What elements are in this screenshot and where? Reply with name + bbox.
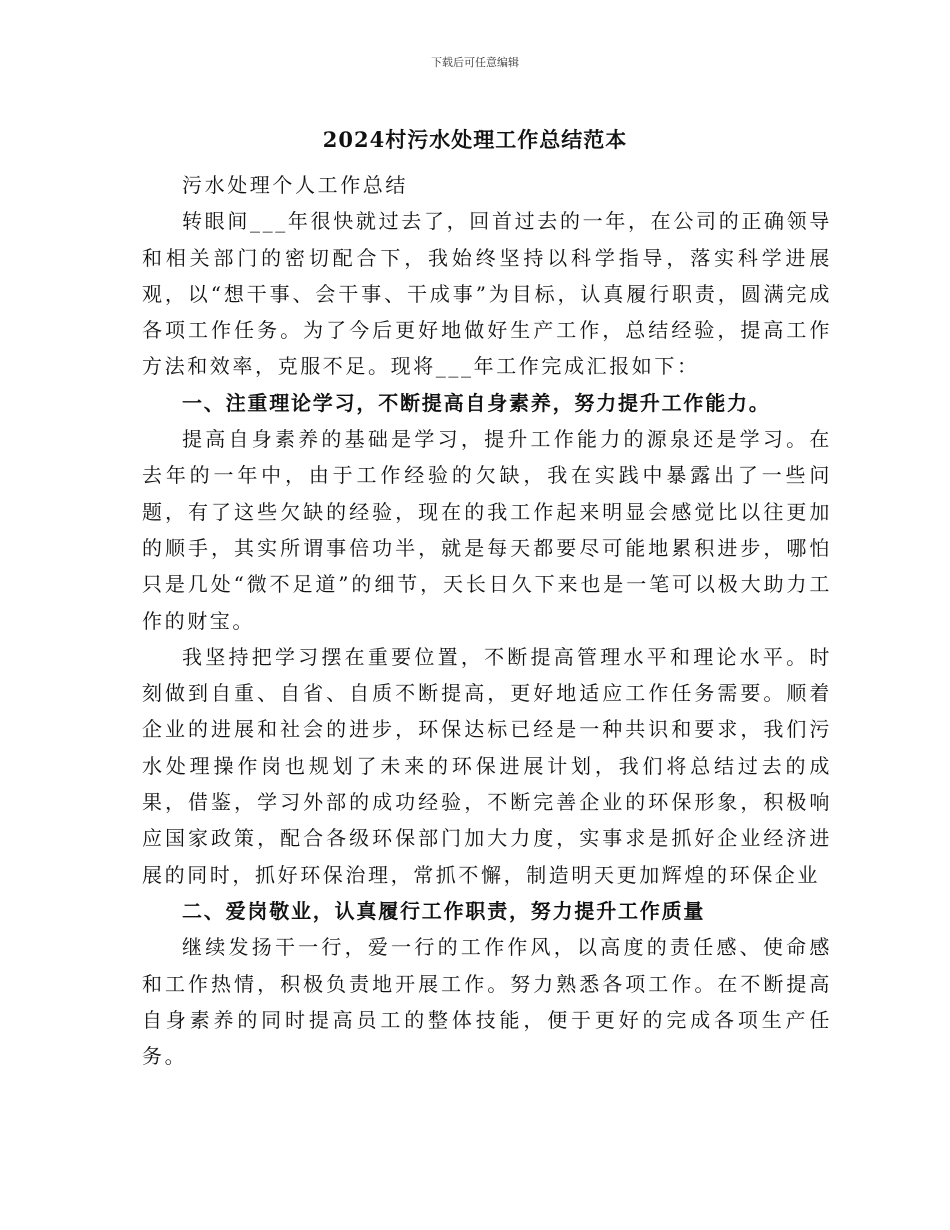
section-heading-2: 二、爱岗敬业，认真履行工作职责，努力提升工作质量	[182, 898, 706, 923]
body-paragraph: 继续发扬干一行，爱一行的工作作风，以高度的责任感、使命感和工作热情，积极负责地开展工作。努力熟悉各项工作。在不断提高自身素养的同时提高员工的整体技能，便于更好的完成各项生产任务。	[142, 935, 832, 1069]
intro-paragraph: 转眼间___年很快就过去了，回首过去的一年，在公司的正确领导和相关部门的密切配合下，我始终坚持以科学指导，落实科学进展观，以“想干事、会干事、干成事”为目标，认真履行职责，圆满完成各项工作任务。为了今后更好地做好生产工作，总结经验，提高工作方法和效率，克服不足。现将___年工作完成汇报如下：	[142, 209, 832, 379]
section-subtitle: 污水处理个人工作总结	[182, 173, 408, 197]
body-paragraph: 我坚持把学习摆在重要位置，不断提高管理水平和理论水平。时刻做到自重、自省、自质不断提高，更好地适应工作任务需要。顺着企业的进展和社会的进步，环保达标已经是一种共识和要求，我们污水处理操作岗也规划了未来的环保进展计划，我们将总结过去的成果，借鉴，学习外部的成功经验，不断完善企业的环保形象，积极响应国家政策，配合各级环保部门加大力度，实事求是抓好企业经济进展的同时，抓好环保治理，常抓不懈，制造明天更加辉煌的环保企业	[142, 644, 832, 887]
document-title: 2024村污水处理工作总结范本	[322, 127, 628, 152]
body-paragraph: 提高自身素养的基础是学习，提升工作能力的源泉还是学习。在去年的一年中，由于工作经验的欠缺，我在实践中暴露出了一些问题，有了这些欠缺的经验，现在的我工作起来明显会感觉比以往更加的顺手，其实所谓事倍功半，就是每天都要尽可能地累积进步，哪怕只是几处“微不足道”的细节，天长日久下来也是一笔可以极大助力工作的财宝。	[142, 427, 832, 633]
header-note: 下载后可任意编辑	[431, 56, 519, 69]
document-body	[142, 167, 832, 1074]
section-heading-1: 一、注重理论学习，不断提高自身素养，努力提升工作能力。	[182, 390, 771, 415]
